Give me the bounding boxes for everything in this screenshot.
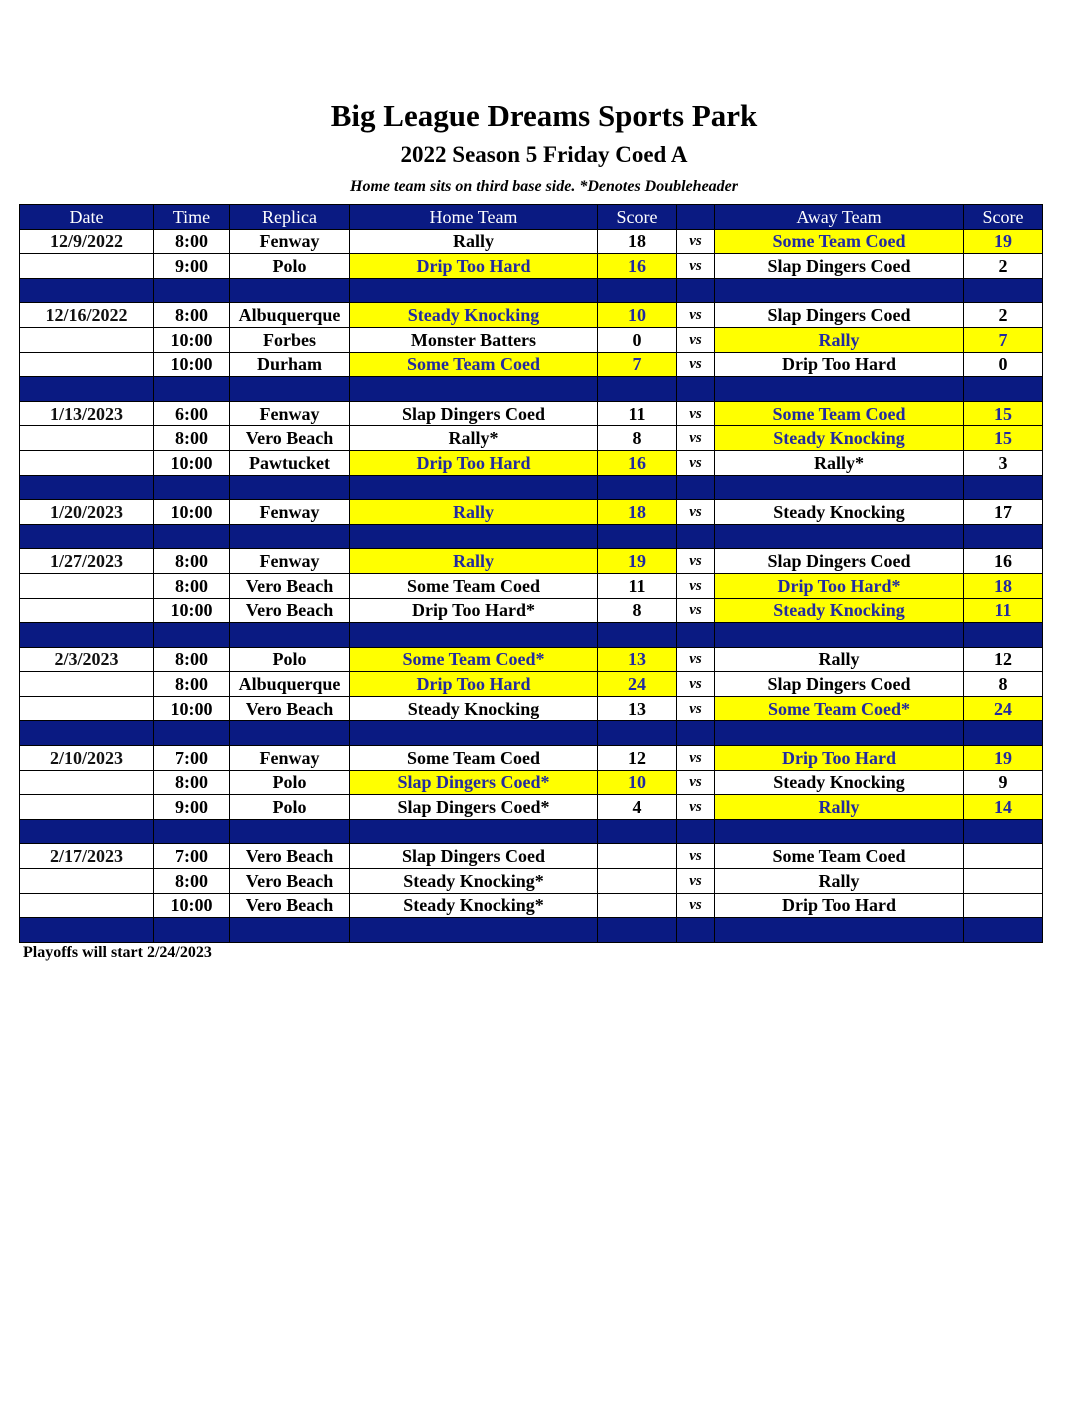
home-team-cell: Some Team Coed*: [350, 647, 598, 672]
home-team-cell: Drip Too Hard: [350, 254, 598, 279]
vs-cell: vs: [677, 229, 715, 254]
separator-cell: [350, 377, 598, 402]
away-score-cell: 19: [964, 746, 1043, 771]
separator-cell: [350, 918, 598, 943]
vs-cell: vs: [677, 746, 715, 771]
col-header-vs: [677, 205, 715, 230]
home-team-cell: Slap Dingers Coed*: [350, 795, 598, 820]
away-team-cell: Rally: [715, 795, 964, 820]
game-row: [20, 795, 1043, 820]
col-header-home-team: Home Team: [350, 205, 598, 230]
away-score-cell: 15: [964, 426, 1043, 451]
separator-cell: [350, 721, 598, 746]
separator-cell: [598, 377, 677, 402]
separator-cell: [964, 623, 1043, 648]
away-score-cell: 11: [964, 598, 1043, 623]
away-score-cell: 17: [964, 500, 1043, 525]
schedule-table: [19, 204, 1043, 943]
replica-cell: Fenway: [230, 549, 350, 574]
vs-cell: vs: [677, 869, 715, 894]
vs-cell: vs: [677, 844, 715, 869]
separator-cell: [350, 623, 598, 648]
date-cell: 12/9/2022: [20, 229, 154, 254]
vs-cell: vs: [677, 647, 715, 672]
away-team-cell: Slap Dingers Coed: [715, 672, 964, 697]
away-score-cell: 18: [964, 573, 1043, 598]
time-cell: 8:00: [154, 549, 230, 574]
page-subtitle: 2022 Season 5 Friday Coed A: [400, 142, 688, 167]
time-cell: 8:00: [154, 672, 230, 697]
replica-cell: Polo: [230, 647, 350, 672]
away-team-cell: Steady Knocking: [715, 426, 964, 451]
time-cell: 9:00: [154, 795, 230, 820]
separator-cell: [20, 623, 154, 648]
home-team-cell: Steady Knocking: [350, 696, 598, 721]
separator-cell: [350, 524, 598, 549]
separator-cell: [20, 819, 154, 844]
replica-cell: Polo: [230, 254, 350, 279]
away-score-cell: 19: [964, 229, 1043, 254]
away-team-cell: Some Team Coed*: [715, 696, 964, 721]
date-cell: [20, 672, 154, 697]
home-team-cell: Rally: [350, 500, 598, 525]
separator-row: [20, 918, 1043, 943]
separator-cell: [715, 377, 964, 402]
game-row: [20, 869, 1043, 894]
home-score-cell: 16: [598, 254, 677, 279]
vs-cell: vs: [677, 696, 715, 721]
separator-cell: [154, 278, 230, 303]
away-team-cell: Steady Knocking: [715, 770, 964, 795]
separator-cell: [598, 278, 677, 303]
home-team-cell: Some Team Coed: [350, 746, 598, 771]
home-score-cell: 4: [598, 795, 677, 820]
separator-cell: [350, 819, 598, 844]
home-score-cell: 12: [598, 746, 677, 771]
time-cell: 8:00: [154, 770, 230, 795]
separator-cell: [598, 623, 677, 648]
replica-cell: Forbes: [230, 327, 350, 352]
away-team-cell: Slap Dingers Coed: [715, 549, 964, 574]
date-cell: [20, 352, 154, 377]
separator-cell: [964, 377, 1043, 402]
vs-cell: vs: [677, 352, 715, 377]
home-score-cell: 7: [598, 352, 677, 377]
separator-cell: [598, 819, 677, 844]
separator-cell: [715, 623, 964, 648]
away-score-cell: 3: [964, 450, 1043, 475]
replica-cell: Fenway: [230, 746, 350, 771]
away-score-cell: 15: [964, 401, 1043, 426]
separator-cell: [964, 475, 1043, 500]
date-cell: 2/10/2023: [20, 746, 154, 771]
replica-cell: Fenway: [230, 229, 350, 254]
col-header-date: Date: [20, 205, 154, 230]
away-score-cell: 14: [964, 795, 1043, 820]
date-cell: 2/3/2023: [20, 647, 154, 672]
away-score-cell: 8: [964, 672, 1043, 697]
separator-cell: [715, 278, 964, 303]
game-row: [20, 450, 1043, 475]
replica-cell: Albuquerque: [230, 672, 350, 697]
away-team-cell: Some Team Coed: [715, 229, 964, 254]
replica-cell: Albuquerque: [230, 303, 350, 328]
home-score-cell: 8: [598, 426, 677, 451]
page-title: Big League Dreams Sports Park: [330, 98, 758, 133]
separator-row: [20, 623, 1043, 648]
home-team-cell: Slap Dingers Coed: [350, 844, 598, 869]
replica-cell: Fenway: [230, 401, 350, 426]
separator-cell: [677, 377, 715, 402]
away-score-cell: 24: [964, 696, 1043, 721]
time-cell: 10:00: [154, 500, 230, 525]
away-team-cell: Drip Too Hard: [715, 746, 964, 771]
home-score-cell: 18: [598, 229, 677, 254]
time-cell: 8:00: [154, 229, 230, 254]
home-score-cell: 19: [598, 549, 677, 574]
separator-cell: [964, 721, 1043, 746]
home-score-cell: 10: [598, 770, 677, 795]
separator-cell: [715, 524, 964, 549]
separator-cell: [677, 278, 715, 303]
separator-cell: [964, 278, 1043, 303]
home-team-cell: Rally: [350, 549, 598, 574]
schedule-note: Home team sits on third base side. *Denotes Doubleheader: [350, 178, 738, 195]
away-team-cell: Steady Knocking: [715, 598, 964, 623]
date-cell: [20, 893, 154, 918]
separator-cell: [677, 623, 715, 648]
time-cell: 8:00: [154, 426, 230, 451]
home-score-cell: 24: [598, 672, 677, 697]
away-score-cell: 12: [964, 647, 1043, 672]
away-team-cell: Rally*: [715, 450, 964, 475]
vs-cell: vs: [677, 573, 715, 598]
home-team-cell: Drip Too Hard: [350, 450, 598, 475]
home-team-cell: Steady Knocking: [350, 303, 598, 328]
game-row: [20, 303, 1043, 328]
vs-cell: vs: [677, 327, 715, 352]
home-score-cell: 11: [598, 573, 677, 598]
date-cell: [20, 795, 154, 820]
separator-cell: [677, 721, 715, 746]
separator-cell: [230, 623, 350, 648]
date-cell: [20, 450, 154, 475]
away-team-cell: Drip Too Hard: [715, 352, 964, 377]
separator-cell: [20, 475, 154, 500]
separator-cell: [154, 819, 230, 844]
game-row: [20, 500, 1043, 525]
vs-cell: vs: [677, 254, 715, 279]
vs-cell: vs: [677, 549, 715, 574]
time-cell: 7:00: [154, 844, 230, 869]
separator-row: [20, 475, 1043, 500]
home-score-cell: 10: [598, 303, 677, 328]
home-score-cell: [598, 869, 677, 894]
away-team-cell: Some Team Coed: [715, 844, 964, 869]
away-score-cell: 7: [964, 327, 1043, 352]
separator-cell: [964, 819, 1043, 844]
replica-cell: Vero Beach: [230, 696, 350, 721]
separator-cell: [154, 721, 230, 746]
separator-cell: [230, 475, 350, 500]
away-team-cell: Rally: [715, 327, 964, 352]
replica-cell: Vero Beach: [230, 844, 350, 869]
separator-cell: [350, 278, 598, 303]
replica-cell: Fenway: [230, 500, 350, 525]
home-team-cell: Drip Too Hard*: [350, 598, 598, 623]
vs-cell: vs: [677, 795, 715, 820]
separator-cell: [154, 918, 230, 943]
home-score-cell: 13: [598, 647, 677, 672]
col-header-replica: Replica: [230, 205, 350, 230]
vs-cell: vs: [677, 401, 715, 426]
time-cell: 10:00: [154, 598, 230, 623]
game-row: [20, 746, 1043, 771]
game-row: [20, 893, 1043, 918]
time-cell: 8:00: [154, 869, 230, 894]
separator-cell: [598, 721, 677, 746]
schedule-body: [20, 229, 1043, 942]
separator-cell: [715, 475, 964, 500]
time-cell: 8:00: [154, 573, 230, 598]
home-score-cell: 13: [598, 696, 677, 721]
separator-cell: [20, 918, 154, 943]
time-cell: 7:00: [154, 746, 230, 771]
time-cell: 10:00: [154, 893, 230, 918]
home-team-cell: Some Team Coed: [350, 573, 598, 598]
separator-cell: [20, 721, 154, 746]
vs-cell: vs: [677, 893, 715, 918]
separator-cell: [20, 278, 154, 303]
separator-cell: [230, 918, 350, 943]
away-team-cell: Rally: [715, 869, 964, 894]
replica-cell: Vero Beach: [230, 893, 350, 918]
home-team-cell: Rally: [350, 229, 598, 254]
vs-cell: vs: [677, 426, 715, 451]
separator-cell: [677, 475, 715, 500]
away-score-cell: [964, 844, 1043, 869]
separator-cell: [154, 377, 230, 402]
away-score-cell: 9: [964, 770, 1043, 795]
separator-cell: [154, 475, 230, 500]
home-team-cell: Slap Dingers Coed: [350, 401, 598, 426]
vs-cell: vs: [677, 598, 715, 623]
game-row: [20, 647, 1043, 672]
home-team-cell: Rally*: [350, 426, 598, 451]
away-score-cell: 2: [964, 254, 1043, 279]
away-team-cell: Steady Knocking: [715, 500, 964, 525]
time-cell: 10:00: [154, 696, 230, 721]
game-row: [20, 598, 1043, 623]
time-cell: 10:00: [154, 450, 230, 475]
home-team-cell: Some Team Coed: [350, 352, 598, 377]
separator-cell: [715, 721, 964, 746]
date-cell: 12/16/2022: [20, 303, 154, 328]
time-cell: 8:00: [154, 647, 230, 672]
separator-cell: [230, 819, 350, 844]
away-team-cell: Drip Too Hard*: [715, 573, 964, 598]
game-row: [20, 426, 1043, 451]
replica-cell: Polo: [230, 795, 350, 820]
date-cell: [20, 573, 154, 598]
separator-row: [20, 377, 1043, 402]
separator-cell: [677, 918, 715, 943]
vs-cell: vs: [677, 500, 715, 525]
col-header-time: Time: [154, 205, 230, 230]
date-cell: 1/13/2023: [20, 401, 154, 426]
separator-cell: [598, 475, 677, 500]
home-score-cell: 18: [598, 500, 677, 525]
game-row: [20, 229, 1043, 254]
home-score-cell: 11: [598, 401, 677, 426]
separator-cell: [230, 377, 350, 402]
time-cell: 10:00: [154, 327, 230, 352]
game-row: [20, 672, 1043, 697]
separator-cell: [20, 377, 154, 402]
time-cell: 8:00: [154, 303, 230, 328]
away-team-cell: Some Team Coed: [715, 401, 964, 426]
game-row: [20, 696, 1043, 721]
date-cell: 2/17/2023: [20, 844, 154, 869]
separator-row: [20, 721, 1043, 746]
home-score-cell: [598, 844, 677, 869]
home-team-cell: Steady Knocking*: [350, 869, 598, 894]
separator-cell: [964, 524, 1043, 549]
separator-cell: [677, 524, 715, 549]
separator-cell: [154, 623, 230, 648]
date-cell: [20, 869, 154, 894]
home-team-cell: Drip Too Hard: [350, 672, 598, 697]
away-score-cell: 2: [964, 303, 1043, 328]
separator-row: [20, 819, 1043, 844]
separator-cell: [20, 524, 154, 549]
separator-cell: [715, 819, 964, 844]
date-cell: [20, 770, 154, 795]
playoffs-footer: Playoffs will start 2/24/2023: [23, 944, 212, 961]
game-row: [20, 254, 1043, 279]
away-team-cell: Slap Dingers Coed: [715, 303, 964, 328]
separator-cell: [715, 918, 964, 943]
separator-cell: [230, 721, 350, 746]
home-team-cell: Steady Knocking*: [350, 893, 598, 918]
replica-cell: Vero Beach: [230, 573, 350, 598]
separator-row: [20, 278, 1043, 303]
away-team-cell: Rally: [715, 647, 964, 672]
away-team-cell: Slap Dingers Coed: [715, 254, 964, 279]
game-row: [20, 327, 1043, 352]
date-cell: [20, 327, 154, 352]
vs-cell: vs: [677, 303, 715, 328]
replica-cell: Vero Beach: [230, 426, 350, 451]
col-header-away-score: Score: [964, 205, 1043, 230]
separator-cell: [598, 524, 677, 549]
date-cell: [20, 426, 154, 451]
away-score-cell: [964, 893, 1043, 918]
separator-cell: [677, 819, 715, 844]
vs-cell: vs: [677, 770, 715, 795]
separator-cell: [154, 524, 230, 549]
game-row: [20, 573, 1043, 598]
vs-cell: vs: [677, 450, 715, 475]
game-row: [20, 549, 1043, 574]
home-team-cell: Monster Batters: [350, 327, 598, 352]
date-cell: 1/20/2023: [20, 500, 154, 525]
game-row: [20, 770, 1043, 795]
away-score-cell: [964, 869, 1043, 894]
game-row: [20, 352, 1043, 377]
separator-cell: [230, 278, 350, 303]
separator-cell: [230, 524, 350, 549]
separator-cell: [598, 918, 677, 943]
vs-cell: vs: [677, 672, 715, 697]
home-score-cell: 16: [598, 450, 677, 475]
replica-cell: Durham: [230, 352, 350, 377]
replica-cell: Polo: [230, 770, 350, 795]
col-header-home-score: Score: [598, 205, 677, 230]
date-cell: [20, 696, 154, 721]
home-team-cell: Slap Dingers Coed*: [350, 770, 598, 795]
date-cell: [20, 254, 154, 279]
home-score-cell: 0: [598, 327, 677, 352]
game-row: [20, 401, 1043, 426]
separator-cell: [964, 918, 1043, 943]
replica-cell: Vero Beach: [230, 869, 350, 894]
date-cell: [20, 598, 154, 623]
time-cell: 10:00: [154, 352, 230, 377]
col-header-away-team: Away Team: [715, 205, 964, 230]
replica-cell: Pawtucket: [230, 450, 350, 475]
away-team-cell: Drip Too Hard: [715, 893, 964, 918]
time-cell: 6:00: [154, 401, 230, 426]
separator-row: [20, 524, 1043, 549]
home-score-cell: 8: [598, 598, 677, 623]
replica-cell: Vero Beach: [230, 598, 350, 623]
home-score-cell: [598, 893, 677, 918]
game-row: [20, 844, 1043, 869]
separator-cell: [350, 475, 598, 500]
date-cell: 1/27/2023: [20, 549, 154, 574]
away-score-cell: 0: [964, 352, 1043, 377]
away-score-cell: 16: [964, 549, 1043, 574]
header-row: [20, 205, 1043, 230]
time-cell: 9:00: [154, 254, 230, 279]
